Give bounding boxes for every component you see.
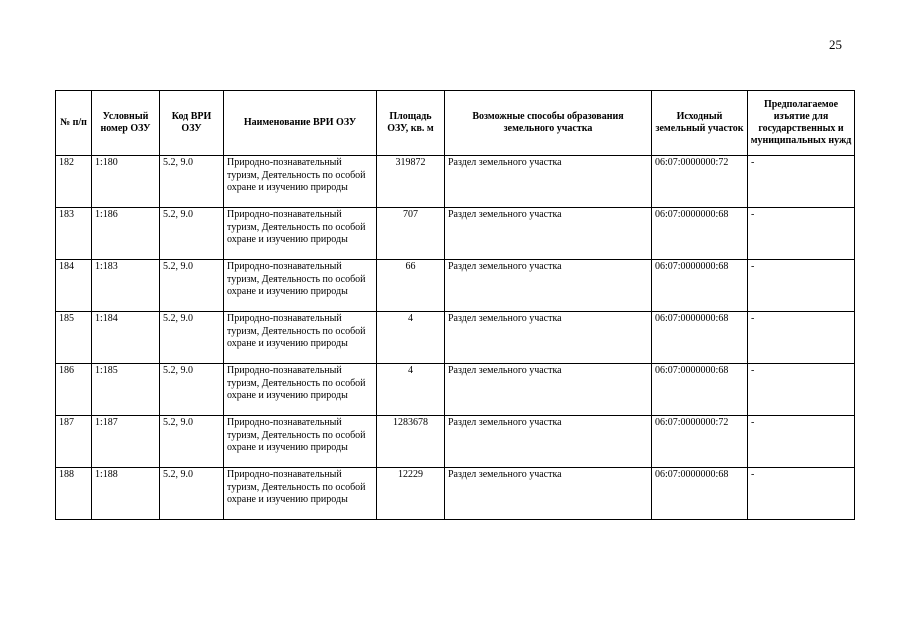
cell-vri-name: Природно-познавательный туризм, Деятельность по особой охране и изучению природы: [224, 208, 377, 260]
cell-vri-code: 5.2, 9.0: [160, 416, 224, 468]
cell-source-plot: 06:07:0000000:68: [652, 468, 748, 520]
header-conditional-number: Условный номер ОЗУ: [92, 91, 160, 156]
cell-formation-method: Раздел земельного участка: [445, 312, 652, 364]
cell-num: 188: [56, 468, 92, 520]
cell-seizure: -: [748, 416, 855, 468]
page-number: 25: [829, 37, 842, 52]
cell-vri-code: 5.2, 9.0: [160, 260, 224, 312]
cell-vri-code: 5.2, 9.0: [160, 468, 224, 520]
cell-vri-code: 5.2, 9.0: [160, 156, 224, 208]
cell-num: 185: [56, 312, 92, 364]
cell-formation-method: Раздел земельного участка: [445, 156, 652, 208]
cell-num: 182: [56, 156, 92, 208]
cell-source-plot: 06:07:0000000:68: [652, 208, 748, 260]
cell-conditional-number: 1:188: [92, 468, 160, 520]
cell-num: 183: [56, 208, 92, 260]
cell-formation-method: Раздел земельного участка: [445, 260, 652, 312]
cell-area: 66: [377, 260, 445, 312]
table-header: [56, 91, 855, 156]
cell-num: 186: [56, 364, 92, 416]
table-row: [56, 312, 855, 364]
cell-conditional-number: 1:186: [92, 208, 160, 260]
table-body: [56, 156, 855, 520]
header-formation-methods: Возможные способы образования земельного участка: [445, 91, 652, 156]
cell-num: 184: [56, 260, 92, 312]
cell-conditional-number: 1:184: [92, 312, 160, 364]
cell-conditional-number: 1:185: [92, 364, 160, 416]
cell-seizure: -: [748, 208, 855, 260]
cell-vri-name: Природно-познавательный туризм, Деятельность по особой охране и изучению природы: [224, 156, 377, 208]
cell-vri-name: Природно-познавательный туризм, Деятельность по особой охране и изучению природы: [224, 416, 377, 468]
cell-area: 1283678: [377, 416, 445, 468]
cell-area: 12229: [377, 468, 445, 520]
cell-vri-name: Природно-познавательный туризм, Деятельность по особой охране и изучению природы: [224, 260, 377, 312]
cell-vri-name: Природно-познавательный туризм, Деятельность по особой охране и изучению природы: [224, 468, 377, 520]
table-row: [56, 156, 855, 208]
cell-source-plot: 06:07:0000000:72: [652, 156, 748, 208]
cell-source-plot: 06:07:0000000:72: [652, 416, 748, 468]
cell-seizure: -: [748, 156, 855, 208]
cell-vri-name: Природно-познавательный туризм, Деятельность по особой охране и изучению природы: [224, 364, 377, 416]
cell-seizure: -: [748, 312, 855, 364]
cell-area: 4: [377, 364, 445, 416]
cell-formation-method: Раздел земельного участка: [445, 364, 652, 416]
table-row: [56, 468, 855, 520]
cell-formation-method: Раздел земельного участка: [445, 416, 652, 468]
header-vri-name: Наименование ВРИ ОЗУ: [224, 91, 377, 156]
cell-area: 319872: [377, 156, 445, 208]
cell-seizure: -: [748, 364, 855, 416]
header-seizure: Предполагаемое изъятие для государственных и муниципальных нужд: [748, 91, 855, 156]
cell-vri-code: 5.2, 9.0: [160, 312, 224, 364]
cell-conditional-number: 1:183: [92, 260, 160, 312]
cell-area: 4: [377, 312, 445, 364]
cell-source-plot: 06:07:0000000:68: [652, 312, 748, 364]
cell-seizure: -: [748, 468, 855, 520]
cell-vri-code: 5.2, 9.0: [160, 208, 224, 260]
cell-vri-code: 5.2, 9.0: [160, 364, 224, 416]
cell-conditional-number: 1:187: [92, 416, 160, 468]
header-row: [56, 91, 855, 156]
land-plots-table: [55, 90, 855, 520]
header-vri-code: Код ВРИ ОЗУ: [160, 91, 224, 156]
cell-area: 707: [377, 208, 445, 260]
table-row: [56, 364, 855, 416]
table-row: [56, 416, 855, 468]
cell-formation-method: Раздел земельного участка: [445, 468, 652, 520]
cell-source-plot: 06:07:0000000:68: [652, 260, 748, 312]
cell-num: 187: [56, 416, 92, 468]
cell-seizure: -: [748, 260, 855, 312]
cell-vri-name: Природно-познавательный туризм, Деятельность по особой охране и изучению природы: [224, 312, 377, 364]
table-row: [56, 208, 855, 260]
cell-conditional-number: 1:180: [92, 156, 160, 208]
table-row: [56, 260, 855, 312]
cell-formation-method: Раздел земельного участка: [445, 208, 652, 260]
header-area: Площадь ОЗУ, кв. м: [377, 91, 445, 156]
header-num: № п/п: [56, 91, 92, 156]
header-source-plot: Исходный земельный участок: [652, 91, 748, 156]
cell-source-plot: 06:07:0000000:68: [652, 364, 748, 416]
